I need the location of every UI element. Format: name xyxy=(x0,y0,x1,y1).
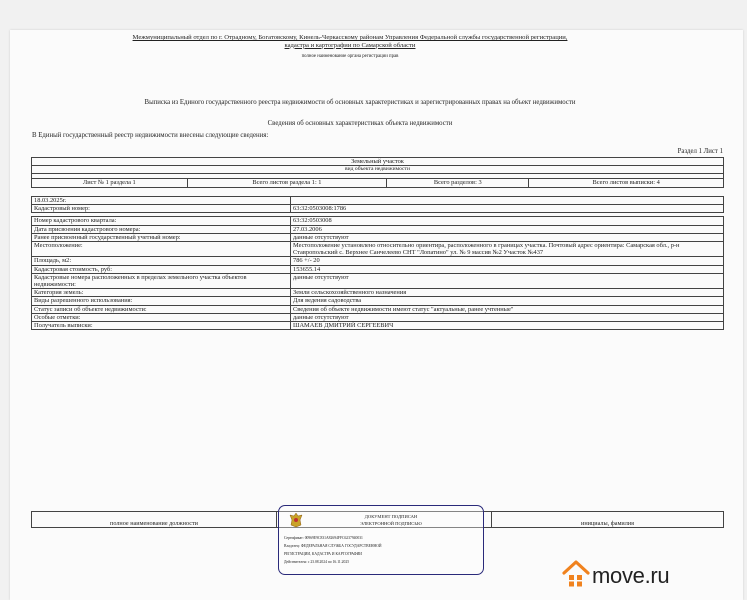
position-caption: полное наименование должности xyxy=(32,512,277,528)
site-logo[interactable] xyxy=(592,563,669,589)
row-value: 63:32:0503008:1786 xyxy=(291,205,724,213)
stamp-owner-cont: РЕГИСТРАЦИИ, КАДАСТРА И КАРТОГРАФИИ xyxy=(284,552,362,556)
document-subtitle: Сведения об основных характеристиках объекта недвижимости xyxy=(267,120,453,127)
row-value: данные отсутствуют xyxy=(291,233,724,241)
row-label: Местоположение: xyxy=(32,242,291,257)
house-icon xyxy=(562,559,590,589)
row-value: Местоположение установлено относительно ориентира, расположенного в границах участка. Почтовый адрес ориентира: Самарская обл., р-н Ставропольский с. Верхнее Санчелеево СНТ "Лопатино" ул. № 9 массив №2 Участок №437 xyxy=(291,242,724,257)
row-label: Кадастровые номера расположенных в пределах земельного участка объектов недвижимости: xyxy=(32,273,291,288)
intro-text: В Единый государственный реестр недвижимости внесены следующие сведения: xyxy=(32,132,269,139)
row-value: 153655.14 xyxy=(291,265,724,273)
row-value: ШАМАЕВ ДМИТРИЙ СЕРГЕЕВИЧ xyxy=(291,322,724,330)
row-label: Кадастровая стоимость, руб: xyxy=(32,265,291,273)
object-header-table xyxy=(31,157,724,188)
row-label: Дата присвоения кадастрового номера: xyxy=(32,225,291,233)
header-caption: полное наименование органа регистрации прав xyxy=(301,54,399,59)
document-title: Выписка из Единого государственного реестра недвижимости об основных характеристиках и зарегистрированных правах на объект недвижимости xyxy=(144,99,576,106)
row-label: Виды разрешенного использования: xyxy=(32,297,291,305)
electronic-signature-stamp xyxy=(278,505,484,575)
row-label: Кадастровый номер: xyxy=(32,205,291,213)
object-type: Земельный участок xyxy=(32,158,724,166)
row-value: Земли сельскохозяйственного назначения xyxy=(291,289,724,297)
stamp-owner: Владелец: ФЕДЕРАЛЬНАЯ СЛУЖБА ГОСУДАРСТВЕННОЙ xyxy=(284,544,382,548)
characteristics-table xyxy=(31,196,724,330)
row-label: Ранее присвоенный государственный учетный номер: xyxy=(32,233,291,241)
stamp-title-1: ДОКУМЕНТ ПОДПИСАН xyxy=(364,514,418,519)
sheet-number: Лист № 1 раздела 1 xyxy=(32,179,188,187)
name-caption: инициалы, фамилия xyxy=(492,512,724,528)
row-label: Категория земель: xyxy=(32,289,291,297)
row-label: Получатель выписки: xyxy=(32,322,291,330)
row-value: 786 +/- 20 xyxy=(291,257,724,265)
row-value: 27.03.2006 xyxy=(291,225,724,233)
logo-text: move.ru xyxy=(592,563,670,588)
object-type-caption: вид объекта недвижимости xyxy=(32,166,724,174)
row-label: Площадь, м2: xyxy=(32,257,291,265)
header-authority xyxy=(40,34,660,49)
header-line-1: Межмуниципальный отдел по г. Отрадному, Богатовскому, Кинель-Черкасскому районам Управления Федеральной службы государственной регистрации, xyxy=(132,34,568,41)
row-value: данные отсутствуют xyxy=(291,273,724,288)
stamp-certificate: Сертификат: 00969E9C831A82694FFC6237940031 xyxy=(284,536,363,540)
extract-date: 18.03.2025г. xyxy=(32,197,291,205)
row-value: 63:32:0503008 xyxy=(291,217,724,225)
row-value: Для ведения садоводства xyxy=(291,297,724,305)
row-label: Статус записи об объекте недвижимости: xyxy=(32,305,291,313)
section-label: Раздел 1 Лист 1 xyxy=(677,148,723,155)
header-line-2: кадастра и картографии по Самарской области xyxy=(284,41,416,49)
row-label: Номер кадастрового квартала: xyxy=(32,217,291,225)
coat-of-arms-icon xyxy=(289,512,303,528)
stamp-validity: Действителен: с 23.08.2024 по 16.11.2025 xyxy=(284,560,350,564)
total-sheets: Всего листов выписки: 4 xyxy=(529,179,724,187)
row-label: Особые отметки: xyxy=(32,313,291,321)
section-sheets: Всего листов раздела 1: 1 xyxy=(187,179,387,187)
row-value: данные отсутствуют xyxy=(291,313,724,321)
total-sections: Всего разделов: 3 xyxy=(387,179,529,187)
stamp-title-2: ЭЛЕКТРОННОЙ ПОДПИСЬЮ xyxy=(360,521,422,526)
row-value: Сведения об объекте недвижимости имеют статус "актуальные, ранее учтенные" xyxy=(291,305,724,313)
